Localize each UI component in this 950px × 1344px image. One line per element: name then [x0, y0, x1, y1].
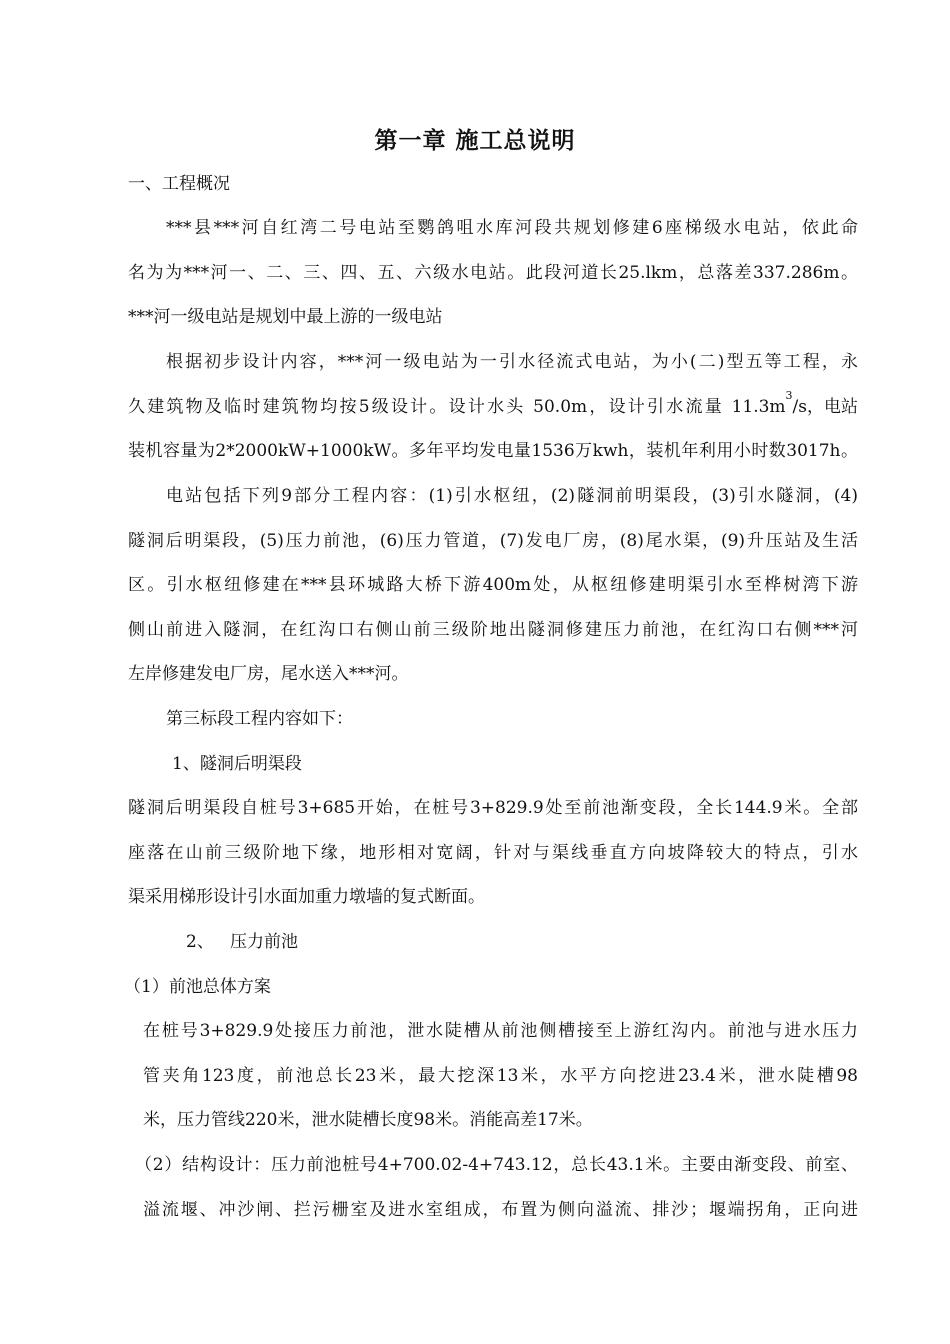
- paragraph-3-line-2: 隧洞后明渠段，(5)压力前池，(6)压力管道，(7)发电厂房，(8)尾水渠，(9)升压站及生活: [128, 531, 858, 551]
- paragraph-2-line-3: 装机容量为2*2000kW+1000kW。多年平均发电量1536万kwh，装机年利用小时数3017h。: [128, 441, 858, 461]
- paragraph-2-line-1: 根据初步设计内容，***河一级电站为一引水径流式电站，为小(二)型五等工程，永: [166, 352, 858, 372]
- paragraph-6-line-3: 米，压力管线220米，泄水陡槽长度98米。消能高差17米。: [143, 1110, 593, 1130]
- superscript-3: 3: [785, 389, 793, 402]
- paragraph-4: 第三标段工程内容如下：: [166, 709, 353, 729]
- paragraph-7-line-1: （2）结构设计：压力前池桩号4+700.02-4+743.12，总长43.1米。主要由渐变段、前室、: [135, 1155, 858, 1175]
- page-title: 第一章 施工总说明: [374, 127, 576, 154]
- paragraph-6-line-1: 在桩号3+829.9处接压力前池，泄水陡槽从前池侧槽接至上游红沟内。前池与进水压力: [143, 1021, 858, 1041]
- item-1-heading: 1、隧洞后明渠段: [172, 754, 302, 774]
- paragraph-2-line-2-tail: /s，电站: [792, 397, 858, 417]
- paragraph-3-line-5: 左岸修建发电厂房，尾水送入***河。: [128, 664, 409, 684]
- paragraph-5-line-1: 隧洞后明渠段自桩号3+685开始，在桩号3+829.9处至前池渐变段，全长144.9米。全部: [128, 798, 858, 818]
- paragraph-1-line-3: ***河一级电站是规划中最上游的一级电站: [128, 307, 443, 327]
- section-heading-overview: 一、工程概况: [128, 174, 230, 194]
- paragraph-3-line-4: 侧山前进入隧洞，在红沟口右侧山前三级阶地出隧洞修建压力前池，在红沟口右侧***河: [128, 620, 858, 640]
- paragraph-3-line-3: 区。引水枢纽修建在***县环城路大桥下游400m处，从枢纽修建明渠引水至桦树湾下游: [128, 575, 858, 595]
- paragraph-3-line-1: 电站包括下列9部分工程内容：(1)引水枢纽，(2)隧洞前明渠段，(3)引水隧洞，(4): [166, 486, 858, 506]
- paragraph-2-line-2: [128, 389, 858, 418]
- paragraph-7-line-2: 溢流堰、冲沙闸、拦污栅室及进水室组成，布置为侧向溢流、排沙；堰端拐角，正向进: [143, 1200, 858, 1220]
- paragraph-6-line-2: 管夹角123度，前池总长23米，最大挖深13米，水平方向挖进23.4米，泄水陡槽98: [143, 1066, 858, 1086]
- paragraph-1-line-2: 名为为***河一、二、三、四、五、六级水电站。此段河道长25.lkm，总落差337.286m。: [128, 263, 858, 283]
- sub-heading-1: （1）前池总体方案: [124, 977, 271, 997]
- paragraph-1-line-1: ***县***河自红湾二号电站至鹦鸽咀水库河段共规划修建6座梯级水电站，依此命: [166, 218, 858, 238]
- item-2-heading: 2、 压力前池: [186, 932, 299, 952]
- paragraph-2-line-2-text: 久建筑物及临时建筑物均按5级设计。设计水头 50.0m，设计引水流量 11.3m: [128, 397, 786, 417]
- paragraph-5-line-3: 渠采用梯形设计引水面加重力墩墙的复式断面。: [128, 887, 485, 907]
- paragraph-5-line-2: 座落在山前三级阶地下缘，地形相对宽阔，针对与渠线垂直方向坡降较大的特点，引水: [128, 843, 858, 863]
